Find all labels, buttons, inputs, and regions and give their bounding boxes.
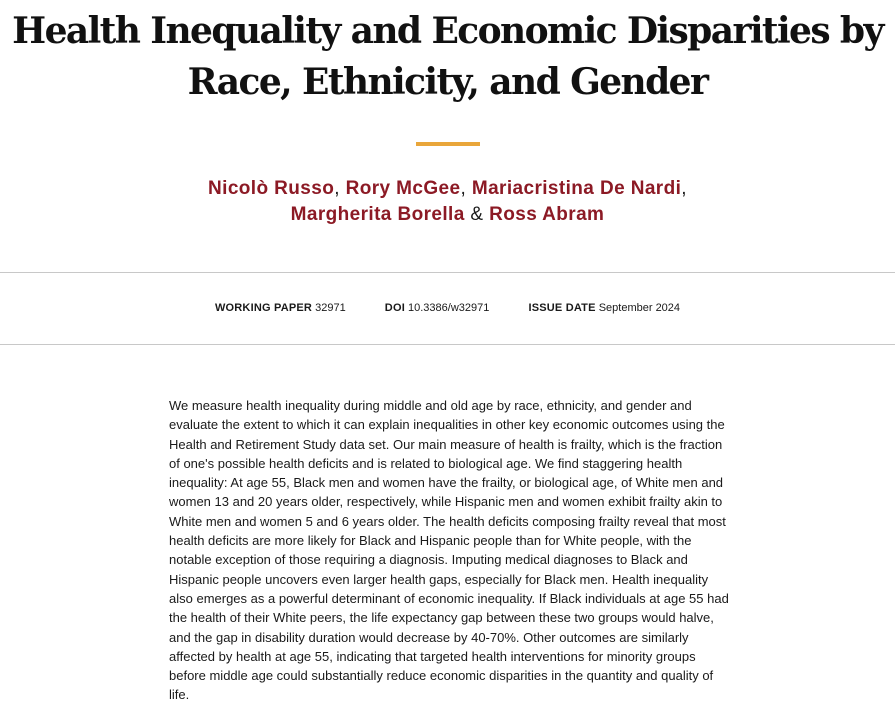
meta-divider-top — [0, 272, 895, 273]
working-paper-number — [215, 300, 346, 316]
doi — [385, 300, 490, 316]
author-link-nicolo-russo[interactable]: Nicolò Russo — [208, 178, 335, 199]
author-link-mariacristina-de-nardi[interactable]: Mariacristina De Nardi — [471, 178, 682, 199]
working-paper-label: WORKING PAPER — [214, 302, 313, 314]
author-link-rory-mcgee[interactable]: Rory McGee — [345, 178, 461, 199]
paper-title — [0, 6, 895, 108]
working-paper-value: 32971 — [315, 302, 346, 314]
author-conjunction: & — [470, 204, 484, 225]
author-list — [0, 176, 895, 228]
author-separator: , — [460, 178, 467, 199]
author-link-ross-abram[interactable]: Ross Abram — [489, 204, 605, 225]
issue-date — [528, 300, 680, 316]
doi-value: 10.3386/w32971 — [408, 302, 490, 314]
abstract-text: We measure health inequality during middle and old age by race, ethnicity, and gender and evaluate the extent to which it can explain inequalities in other key economic outcomes using the Health and Retirement Study data set. Our main measure of health is frailty, which is the fraction of one's possible health deficits and is related to biological age. We find staggering health inequality: At age 55, Black men and women have the frailty, or biological age, of White men and women 13 and 20 years older, respectively, while Hispanic men and women exhibit frailty akin to White men and women 5 and 6 years older. The health deficits composing frailty reveal that most health deficits are more likely for Black and Hispanic people than for White people, with the notable exception of those requiring a diagnosis. Imputing medical diagnoses to Black and Hispanic people uncovers even larger health gaps, especially for Black men. Health inequality also emerges as a powerful determinant of economic inequality. If Black individuals at age 55 had the health of their White peers, the life expectancy gap between these two groups would halve, and the gap in disability duration would decrease by 40-70%. Other outcomes are similarly affected by health at age 55, indicating that targeted health interventions for minority groups before middle age could substantially reduce economic disparities in the quantity and quality of life. — [169, 398, 729, 703]
paper-title-line-2: Race, Ethnicity, and Gender — [187, 61, 708, 103]
title-accent-divider — [416, 142, 480, 146]
issue-date-label: ISSUE DATE — [528, 302, 596, 314]
paper-meta-bar — [0, 300, 895, 316]
author-separator: , — [681, 178, 687, 199]
issue-date-value: September 2024 — [598, 302, 681, 314]
author-row-2 — [0, 202, 895, 228]
paper-title-line-1: Health Inequality and Economic Disparities by — [12, 10, 883, 52]
author-row-1 — [0, 176, 895, 202]
doi-label: DOI — [384, 302, 405, 314]
author-link-margherita-borella[interactable]: Margherita Borella — [290, 204, 465, 225]
meta-divider-bottom — [0, 344, 895, 345]
author-separator: , — [334, 178, 340, 199]
